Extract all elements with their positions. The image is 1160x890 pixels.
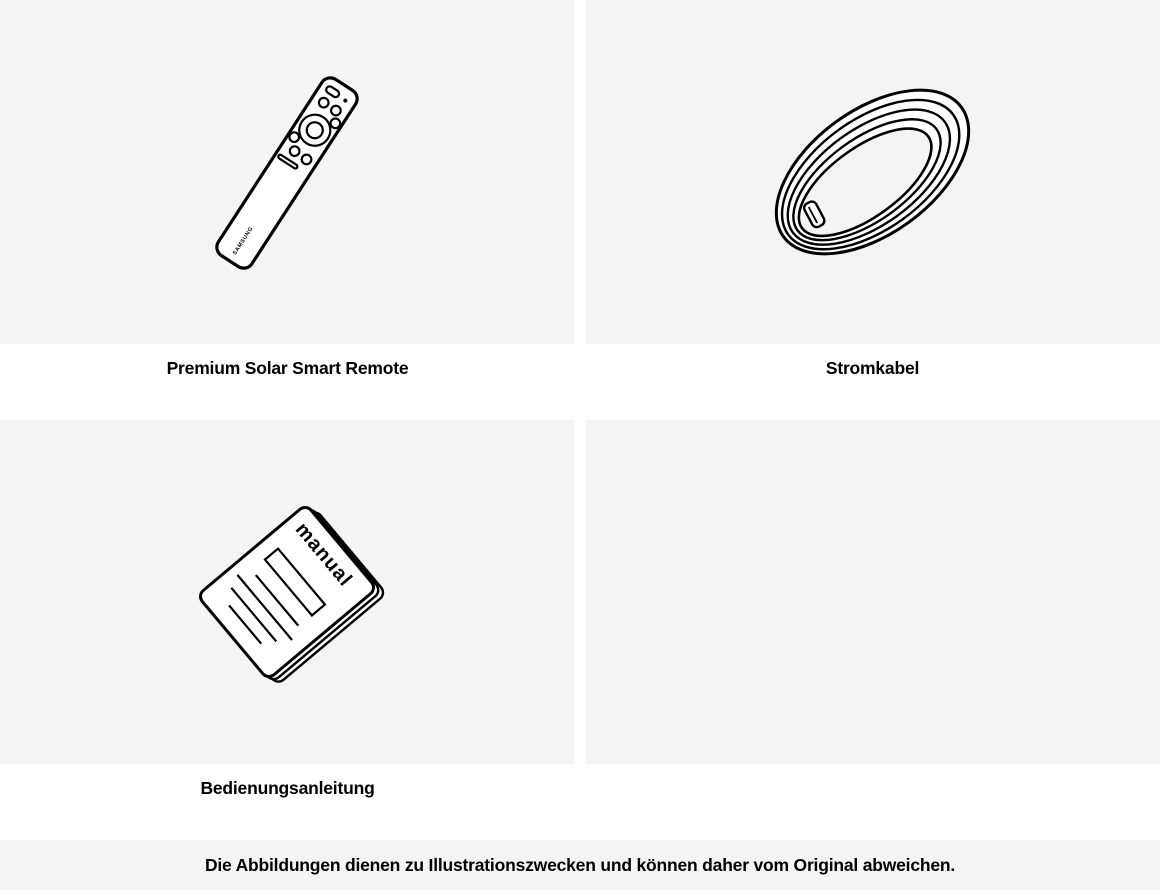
disclaimer-bar (0, 840, 1160, 890)
manual-tile (0, 420, 575, 764)
solar-remote-icon (0, 0, 575, 344)
accessory-cell-manual (0, 420, 575, 840)
power-cable-icon (585, 0, 1160, 344)
remote-brand-text: SAMSUNG (232, 225, 255, 257)
accessory-label-power-cable: Stromkabel (585, 344, 1160, 420)
power-cable-tile (585, 0, 1160, 344)
accessory-cell-power-cable (585, 0, 1160, 420)
empty-tile (585, 420, 1160, 764)
manual-cover-text: manual (290, 518, 357, 591)
remote-tile (0, 0, 575, 344)
accessory-cell-empty (585, 420, 1160, 840)
manual-booklet-icon (0, 420, 575, 764)
accessory-label-manual: Bedienungsanleitung (0, 764, 575, 840)
accessory-label-remote: Premium Solar Smart Remote (0, 344, 575, 420)
accessory-label-empty (585, 764, 1160, 840)
accessory-cell-remote (0, 0, 575, 420)
disclaimer-text: Die Abbildungen dienen zu Illustrationszwecken und können daher vom Original abweichen. (204, 854, 956, 875)
